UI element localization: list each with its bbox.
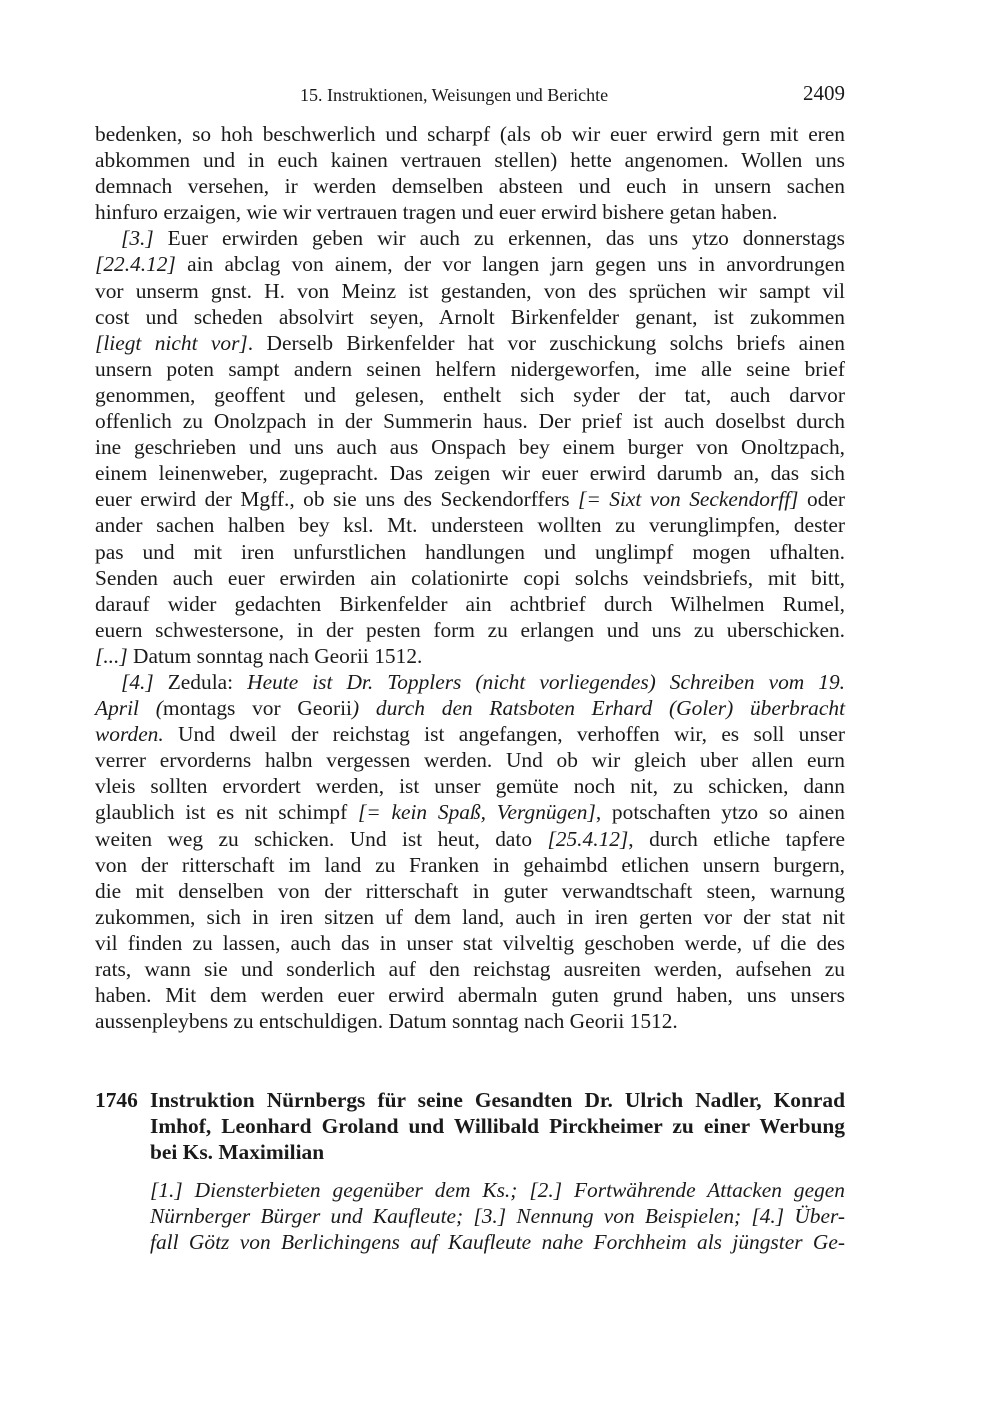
section-marker: [3.]	[121, 226, 154, 251]
editorial-note: [= Sixt von Seckendorff]	[578, 487, 799, 512]
section-marker: [4.]	[121, 669, 154, 694]
text-line: vor unserm gnst. H. von Meinz ist gestanden, von des sprüchen wir sampt vil	[95, 278, 845, 303]
editorial-note: [liegt nicht vor]	[95, 330, 248, 355]
text-span: glaublich ist es nit schimpf	[95, 800, 358, 825]
text-span: , potschaften ytzo so ainen	[595, 800, 845, 825]
editorial-date: [25.4.12]	[547, 826, 629, 851]
summary-line: [1.] Diensterbieten gegenüber dem Ks.; [2.] Fortwährende Attacken gegen	[150, 1178, 845, 1202]
paragraph-4	[95, 669, 845, 1034]
text-line: ine geschrieben und uns auch aus Onspach bey einem burger von Onoltzpach,	[95, 435, 845, 460]
text-span: , durch etliche tapfere	[628, 826, 845, 851]
text-line: cost und scheden absolvirt seyen, Arnolt Birkenfelder genant, ist zukommen	[95, 304, 845, 329]
text-line: einem leinenweber, zugepracht. Das zeigen wir euer erwird darumb an, das sich	[95, 461, 845, 486]
editorial-note: [= kein Spaß, Vergnügen]	[357, 800, 596, 825]
running-head-title: 15. Instruktionen, Weisungen und Berichte	[300, 85, 609, 105]
paragraph-continuation	[95, 121, 845, 225]
text-line: verrer ervorderns halbn vergessen werden. Und ob wir gleich uber allen eurn	[95, 748, 845, 773]
text-line	[95, 669, 845, 695]
text-line: ander sachen halben bey ksl. Mt. understeen wollten zu verunglimpfen, dester	[95, 513, 845, 538]
title-line: Instruktion Nürnbergs für seine Gesandten Dr. Ulrich Nadler, Konrad	[150, 1088, 845, 1112]
text-line: darauf wider gedachten Birkenfelder ain achtbrief durch Wilhelmen Rumel,	[95, 591, 845, 616]
text-span: oder	[798, 487, 846, 512]
text-span: Datum sonntag nach Georii 1512.	[127, 643, 423, 668]
entry-number: 1746	[95, 1088, 138, 1112]
text-line: unsern poten sampt andern seinen helfern nidergeworfen, ime alle seine brief	[95, 356, 845, 381]
text-line	[95, 251, 845, 277]
text-line: von der ritterschaft im land zu Franken in gehaimbd etlichen unsern burgern,	[95, 852, 845, 877]
text-span: montags vor Georii	[162, 696, 353, 721]
text-line	[95, 225, 845, 251]
editorial-summary: ) durch den Ratsboten Erhard (Goler) überbracht	[352, 696, 846, 721]
entry-summary	[150, 1177, 845, 1255]
paragraph-3	[95, 225, 845, 669]
text-line: euern schwestersone, in der pesten form zu erlangen und uns zu uberschicken.	[95, 617, 845, 642]
editorial-summary: April (	[95, 696, 163, 721]
text-span: . Derselb Birkenfelder hat vor zuschickung solchs briefs ainen	[247, 330, 845, 355]
text-line: vil finden zu lassen, auch das in unser stat vilveltig geschoben werde, uf die des	[95, 930, 845, 955]
title-line: bei Ks. Maximilian	[150, 1140, 325, 1165]
text-span: euer erwird der Mgff., ob sie uns des Seckendorffers	[95, 487, 579, 512]
text-line	[95, 643, 845, 669]
entry-title	[150, 1087, 845, 1165]
text-line: abkommen und in euch kainen vertrauen stellen) hette angenomen. Wollen uns	[95, 148, 845, 173]
text-line: aussenpleybens zu entschuldigen. Datum sonntag nach Georii 1512.	[95, 1009, 678, 1034]
text-line	[95, 486, 845, 512]
text-line: bedenken, so hoh beschwerlich und scharpf (als ob wir euer erwird gern mit eren	[95, 122, 845, 146]
summary-line: Nürnberger Bürger und Kaufleute; [3.] Nennung von Beispielen; [4.] Über-	[150, 1204, 845, 1229]
text-span: ain abclag von ainem, der vor langen jarn gegen uns in anvordrungen	[175, 252, 845, 277]
title-line: Imhof, Leonhard Groland und Willibald Pirckheimer zu einer Werbung	[150, 1114, 845, 1139]
text-line: offenlich zu Onolzpach in der Summerin haus. Der prief ist auch doselbst durch	[95, 409, 845, 434]
text-line: Senden auch euer erwirden ain colationirte copi solchs veindsbriefs, mit bitt,	[95, 565, 845, 590]
text-line: zukommen, sich in iren sitzen uf dem land, auch in iren gerten vor der stat nit	[95, 904, 845, 929]
text-line: rats, wann sie und sonderlich auf den reichstag ausreiten werden, aufsehen zu	[95, 957, 845, 981]
text-line	[95, 826, 845, 852]
ellipsis-note: [...]	[95, 643, 128, 668]
text-line: die mit denselben von der ritterschaft in guter verwandtschaft steen, warnung	[95, 878, 845, 903]
editorial-summary: worden.	[95, 722, 164, 747]
text-line	[95, 799, 845, 825]
text-span: weiten weg zu schicken. Und ist heut, dato	[95, 826, 548, 851]
text-line: hinfuro erzaigen, wie wir vertrauen tragen und euer erwird bishere getan haben.	[95, 200, 778, 225]
summary-line: fall Götz von Berlichingens auf Kaufleute nahe Forchheim als jüngster Ge-	[150, 1230, 845, 1255]
text-span: Und dweil der reichstag ist angefangen, verhoffen wir, es soll unser	[163, 722, 845, 747]
body-text	[95, 121, 845, 1034]
running-head	[95, 80, 845, 106]
text-span: Euer erwirden geben wir auch zu erkennen, das uns ytzo donnerstags	[153, 226, 845, 251]
text-line	[95, 721, 845, 747]
page-number: 2409	[803, 81, 845, 105]
text-line: demnach versehen, ir werden demselben absteen und euch in unsern sachen	[95, 174, 845, 199]
text-line: pas und mit iren unfurstlichen handlungen und unglimpf mogen ufhalten.	[95, 539, 845, 564]
editorial-date: [22.4.12]	[95, 252, 176, 277]
text-line: genommen, geoffent und gelesen, enthelt sich syder der tat, auch darvor	[95, 382, 845, 407]
text-line	[95, 330, 845, 356]
text-line: haben. Mit dem werden euer erwird abermaln guten grund haben, uns unsers	[95, 983, 845, 1008]
text-line	[95, 695, 845, 721]
text-span: Zedula:	[153, 669, 248, 694]
editorial-summary: Heute ist Dr. Topplers (nicht vorliegendes) Schreiben vom 19.	[247, 669, 846, 694]
text-line: vleis sollten ervordert werden, ist unser gemüte noch nit, zu schicken, dann	[95, 774, 845, 799]
